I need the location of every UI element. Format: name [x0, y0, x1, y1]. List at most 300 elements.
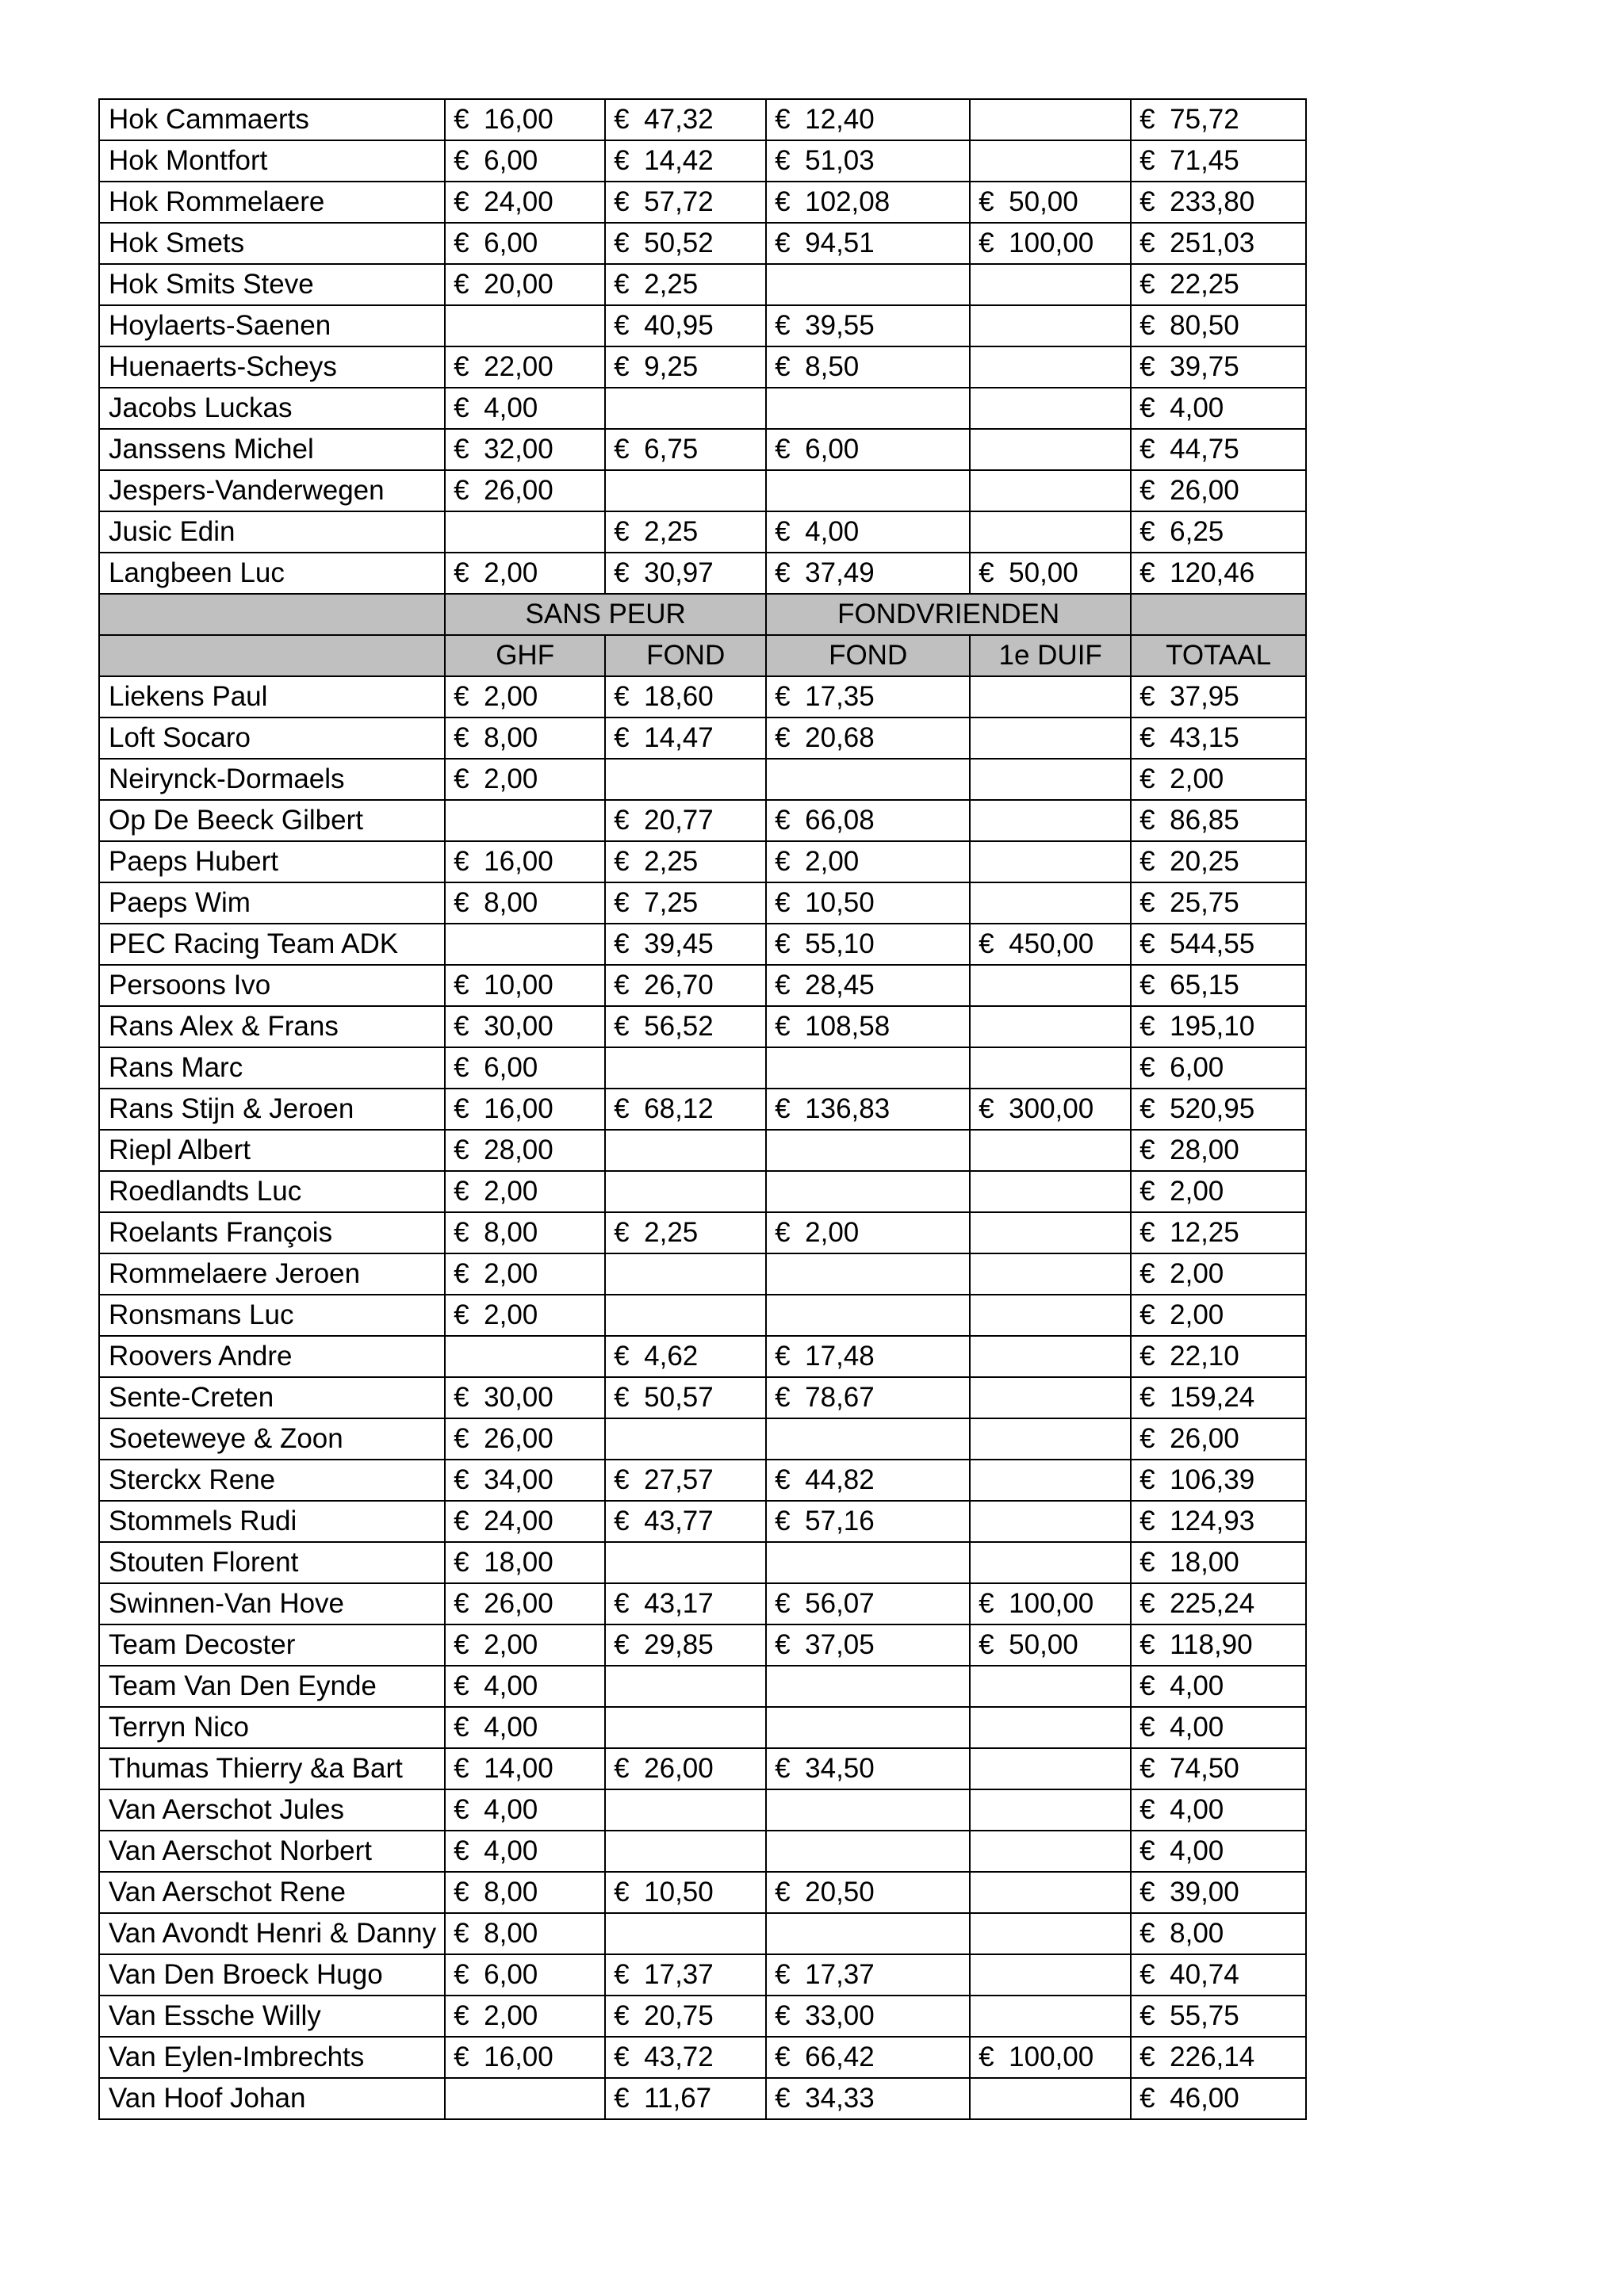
currency-symbol: € — [454, 1382, 469, 1413]
table-row — [99, 1748, 1306, 1789]
currency-symbol: € — [454, 228, 469, 258]
currency-symbol: € — [979, 228, 994, 258]
currency-symbol: € — [775, 2000, 791, 2031]
amount-value: 86,85 — [1170, 805, 1239, 836]
amount-cell — [970, 1624, 1131, 1666]
member-name: Hok Cammaerts — [99, 99, 445, 140]
table-row — [99, 1996, 1306, 2037]
amount-value: 16,00 — [484, 2042, 553, 2072]
currency-symbol: € — [1139, 1093, 1155, 1124]
amount-cell — [1131, 1707, 1306, 1748]
currency-symbol: € — [979, 1588, 994, 1619]
currency-symbol: € — [979, 557, 994, 588]
amount-cell — [766, 470, 970, 511]
amount-value: 74,50 — [1170, 1753, 1239, 1784]
amount-value: 4,00 — [1170, 1835, 1224, 1866]
currency-symbol: € — [775, 1217, 791, 1248]
amount-cell — [445, 882, 605, 924]
currency-symbol: € — [1139, 1423, 1155, 1454]
currency-symbol: € — [614, 805, 630, 836]
member-name: Terryn Nico — [99, 1707, 445, 1748]
table-row — [99, 965, 1306, 1006]
amount-value: 20,50 — [805, 1877, 875, 1908]
amount-cell — [445, 924, 605, 965]
amount-cell — [605, 346, 766, 388]
currency-symbol: € — [454, 1588, 469, 1619]
table-row — [99, 511, 1306, 553]
currency-symbol: € — [454, 1135, 469, 1165]
amount-cell — [766, 1831, 970, 1872]
amount-cell — [605, 429, 766, 470]
amount-cell — [766, 1789, 970, 1831]
amount-cell — [1131, 1624, 1306, 1666]
amount-value: 17,35 — [805, 681, 875, 712]
amount-cell — [970, 264, 1131, 305]
amount-cell — [605, 1047, 766, 1089]
amount-cell — [445, 1872, 605, 1913]
currency-symbol: € — [454, 1712, 469, 1743]
member-name: Ronsmans Luc — [99, 1295, 445, 1336]
amount-cell — [605, 1542, 766, 1583]
currency-symbol: € — [775, 1753, 791, 1784]
currency-symbol: € — [454, 1217, 469, 1248]
amount-value: 50,00 — [1009, 557, 1078, 588]
currency-symbol: € — [775, 1382, 791, 1413]
amount-cell — [970, 1295, 1131, 1336]
amount-cell — [445, 1913, 605, 1954]
currency-symbol: € — [454, 1464, 469, 1495]
amount-cell — [445, 1789, 605, 1831]
amount-cell — [970, 1171, 1131, 1212]
amount-value: 57,72 — [644, 186, 714, 217]
amount-cell — [970, 676, 1131, 718]
header-col-1: FOND — [605, 635, 766, 676]
amount-value: 8,00 — [484, 887, 538, 918]
member-name: Van Den Broeck Hugo — [99, 1954, 445, 1996]
amount-cell — [445, 1707, 605, 1748]
amount-cell — [1131, 1789, 1306, 1831]
amount-value: 544,55 — [1170, 928, 1255, 959]
member-name: Liekens Paul — [99, 676, 445, 718]
table-row — [99, 759, 1306, 800]
amount-cell — [970, 429, 1131, 470]
currency-symbol: € — [775, 228, 791, 258]
amount-cell — [445, 1583, 605, 1624]
header-col-3: 1e DUIF — [970, 635, 1131, 676]
amount-value: 26,00 — [484, 1423, 553, 1454]
amount-cell — [970, 800, 1131, 841]
amount-value: 43,15 — [1170, 722, 1239, 753]
amount-value: 6,00 — [805, 434, 860, 465]
amount-value: 56,52 — [644, 1011, 714, 1042]
amount-cell — [445, 1748, 605, 1789]
table-row — [99, 1542, 1306, 1583]
amount-value: 26,00 — [1170, 1423, 1239, 1454]
amount-value: 20,77 — [644, 805, 714, 836]
amount-value: 26,00 — [1170, 475, 1239, 506]
table-row — [99, 1377, 1306, 1418]
amount-value: 4,62 — [644, 1341, 699, 1372]
amount-value: 17,37 — [644, 1959, 714, 1990]
member-name: Persoons Ivo — [99, 965, 445, 1006]
amount-cell — [605, 99, 766, 140]
amount-cell — [445, 140, 605, 182]
amount-cell — [605, 1295, 766, 1336]
currency-symbol: € — [775, 516, 791, 547]
table-row — [99, 1913, 1306, 1954]
table-row — [99, 1624, 1306, 1666]
currency-symbol: € — [454, 1423, 469, 1454]
amount-cell — [970, 1996, 1131, 2037]
amount-cell — [605, 1418, 766, 1460]
amount-value: 43,77 — [644, 1506, 714, 1536]
amount-cell — [766, 140, 970, 182]
amount-cell — [1131, 1748, 1306, 1789]
amount-cell — [766, 1913, 970, 1954]
amount-cell — [1131, 140, 1306, 182]
amount-cell — [1131, 1583, 1306, 1624]
amount-value: 120,46 — [1170, 557, 1255, 588]
amount-value: 68,12 — [644, 1093, 714, 1124]
amount-value: 47,32 — [644, 104, 714, 135]
amount-cell — [605, 1831, 766, 1872]
currency-symbol: € — [454, 1176, 469, 1207]
header-group-sans-peur: SANS PEUR — [445, 594, 766, 635]
amount-cell — [1131, 2078, 1306, 2119]
amount-cell — [970, 1212, 1131, 1253]
currency-symbol: € — [614, 928, 630, 959]
amount-cell — [445, 388, 605, 429]
amount-cell — [970, 1253, 1131, 1295]
currency-symbol: € — [979, 186, 994, 217]
amount-value: 80,50 — [1170, 310, 1239, 341]
amount-value: 39,00 — [1170, 1877, 1239, 1908]
amount-cell — [766, 882, 970, 924]
amount-cell — [1131, 264, 1306, 305]
amount-cell — [970, 924, 1131, 965]
amount-value: 22,25 — [1170, 269, 1239, 300]
currency-symbol: € — [614, 104, 630, 135]
amount-cell — [445, 2078, 605, 2119]
amount-value: 51,03 — [805, 145, 875, 176]
results-table — [98, 98, 1307, 2120]
amount-value: 108,58 — [805, 1011, 891, 1042]
currency-symbol: € — [614, 557, 630, 588]
currency-symbol: € — [1139, 310, 1155, 341]
table-row — [99, 553, 1306, 594]
currency-symbol: € — [775, 1011, 791, 1042]
amount-value: 4,00 — [484, 1835, 538, 1866]
amount-cell — [605, 1006, 766, 1047]
amount-cell — [445, 553, 605, 594]
table-row — [99, 676, 1306, 718]
header-col-0: GHF — [445, 635, 605, 676]
amount-cell — [766, 718, 970, 759]
amount-cell — [445, 1089, 605, 1130]
amount-cell — [445, 1460, 605, 1501]
amount-cell — [970, 759, 1131, 800]
amount-value: 40,74 — [1170, 1959, 1239, 1990]
currency-symbol: € — [775, 434, 791, 465]
currency-symbol: € — [1139, 805, 1155, 836]
amount-cell — [970, 1913, 1131, 1954]
table-row — [99, 1954, 1306, 1996]
currency-symbol: € — [1139, 1877, 1155, 1908]
amount-cell — [1131, 1996, 1306, 2037]
table-row — [99, 1295, 1306, 1336]
amount-cell — [1131, 1006, 1306, 1047]
amount-value: 2,00 — [484, 681, 538, 712]
member-name: Van Aerschot Rene — [99, 1872, 445, 1913]
amount-cell — [445, 1212, 605, 1253]
currency-symbol: € — [1139, 228, 1155, 258]
amount-cell — [605, 1501, 766, 1542]
amount-cell — [970, 1501, 1131, 1542]
amount-cell — [766, 1336, 970, 1377]
amount-cell — [605, 1171, 766, 1212]
amount-cell — [445, 182, 605, 223]
amount-value: 10,50 — [805, 887, 875, 918]
currency-symbol: € — [775, 1629, 791, 1660]
currency-symbol: € — [454, 434, 469, 465]
amount-cell — [445, 1666, 605, 1707]
amount-cell — [605, 1253, 766, 1295]
amount-value: 26,00 — [644, 1753, 714, 1784]
currency-symbol: € — [1139, 1052, 1155, 1083]
amount-cell — [1131, 1872, 1306, 1913]
currency-symbol: € — [614, 145, 630, 176]
amount-value: 159,24 — [1170, 1382, 1255, 1413]
currency-symbol: € — [775, 1877, 791, 1908]
amount-value: 29,85 — [644, 1629, 714, 1660]
amount-cell — [1131, 1666, 1306, 1707]
amount-value: 50,00 — [1009, 186, 1078, 217]
currency-symbol: € — [454, 475, 469, 506]
currency-symbol: € — [614, 186, 630, 217]
member-name: Janssens Michel — [99, 429, 445, 470]
currency-symbol: € — [775, 1506, 791, 1536]
amount-cell — [605, 1583, 766, 1624]
amount-cell — [605, 470, 766, 511]
amount-cell — [445, 511, 605, 553]
currency-symbol: € — [614, 846, 630, 877]
currency-symbol: € — [1139, 1588, 1155, 1619]
currency-symbol: € — [1139, 1011, 1155, 1042]
amount-cell — [970, 965, 1131, 1006]
amount-cell — [766, 99, 970, 140]
amount-value: 520,95 — [1170, 1093, 1255, 1124]
amount-value: 14,00 — [484, 1753, 553, 1784]
amount-value: 118,90 — [1170, 1629, 1253, 1660]
table-row — [99, 1171, 1306, 1212]
member-name: Swinnen-Van Hove — [99, 1583, 445, 1624]
amount-cell — [766, 2037, 970, 2078]
amount-value: 43,17 — [644, 1588, 714, 1619]
amount-value: 300,00 — [1009, 1093, 1094, 1124]
amount-value: 2,00 — [484, 1176, 538, 1207]
amount-value: 37,95 — [1170, 681, 1239, 712]
amount-cell — [445, 1542, 605, 1583]
currency-symbol: € — [1139, 887, 1155, 918]
amount-value: 18,00 — [1170, 1547, 1239, 1578]
amount-cell — [445, 676, 605, 718]
table-row — [99, 1872, 1306, 1913]
currency-symbol: € — [454, 763, 469, 794]
table-row — [99, 388, 1306, 429]
currency-symbol: € — [454, 269, 469, 300]
amount-cell — [766, 511, 970, 553]
member-name: Van Essche Willy — [99, 1996, 445, 2037]
table-row — [99, 305, 1306, 346]
currency-symbol: € — [614, 681, 630, 712]
amount-value: 78,67 — [805, 1382, 875, 1413]
member-name: Thumas Thierry &a Bart — [99, 1748, 445, 1789]
member-name: Hok Smets — [99, 223, 445, 264]
currency-symbol: € — [775, 104, 791, 135]
amount-value: 100,00 — [1009, 2042, 1094, 2072]
member-name: Van Aerschot Jules — [99, 1789, 445, 1831]
amount-cell — [766, 1295, 970, 1336]
amount-cell — [766, 965, 970, 1006]
amount-cell — [1131, 99, 1306, 140]
amount-value: 18,00 — [484, 1547, 553, 1578]
currency-symbol: € — [1139, 186, 1155, 217]
amount-cell — [1131, 223, 1306, 264]
member-name: Sente-Creten — [99, 1377, 445, 1418]
currency-symbol: € — [614, 1382, 630, 1413]
currency-symbol: € — [1139, 1712, 1155, 1743]
amount-cell — [1131, 1089, 1306, 1130]
amount-value: 8,00 — [1170, 1918, 1224, 1949]
amount-cell — [1131, 1542, 1306, 1583]
amount-cell — [970, 1666, 1131, 1707]
currency-symbol: € — [614, 1753, 630, 1784]
amount-cell — [970, 1460, 1131, 1501]
currency-symbol: € — [614, 1506, 630, 1536]
amount-cell — [605, 841, 766, 882]
amount-value: 94,51 — [805, 228, 875, 258]
currency-symbol: € — [1139, 681, 1155, 712]
currency-symbol: € — [775, 846, 791, 877]
amount-cell — [766, 1954, 970, 1996]
amount-cell — [970, 841, 1131, 882]
amount-cell — [445, 1996, 605, 2037]
amount-value: 55,10 — [805, 928, 875, 959]
member-name: Jacobs Luckas — [99, 388, 445, 429]
currency-symbol: € — [775, 145, 791, 176]
table-row — [99, 1212, 1306, 1253]
table-row — [99, 1460, 1306, 1501]
amount-cell — [1131, 882, 1306, 924]
amount-cell — [970, 2078, 1131, 2119]
amount-cell — [1131, 718, 1306, 759]
amount-value: 17,37 — [805, 1959, 875, 1990]
amount-value: 100,00 — [1009, 228, 1094, 258]
amount-cell — [1131, 924, 1306, 965]
amount-cell — [1131, 1253, 1306, 1295]
amount-value: 32,00 — [484, 434, 553, 465]
member-name: Rans Alex & Frans — [99, 1006, 445, 1047]
amount-cell — [766, 1006, 970, 1047]
member-name: Langbeen Luc — [99, 553, 445, 594]
currency-symbol: € — [1139, 104, 1155, 135]
amount-value: 6,00 — [1170, 1052, 1224, 1083]
currency-symbol: € — [1139, 434, 1155, 465]
currency-symbol: € — [775, 2042, 791, 2072]
amount-value: 195,10 — [1170, 1011, 1255, 1042]
table-row — [99, 99, 1306, 140]
table-row — [99, 1089, 1306, 1130]
amount-cell — [605, 1130, 766, 1171]
amount-cell — [766, 841, 970, 882]
member-name: PEC Racing Team ADK — [99, 924, 445, 965]
amount-cell — [605, 1789, 766, 1831]
amount-cell — [1131, 1460, 1306, 1501]
currency-symbol: € — [1139, 1341, 1155, 1372]
table-row — [99, 346, 1306, 388]
table-row — [99, 882, 1306, 924]
amount-cell — [766, 1542, 970, 1583]
amount-value: 4,00 — [484, 1794, 538, 1825]
member-name: Hok Rommelaere — [99, 182, 445, 223]
amount-cell — [970, 1831, 1131, 1872]
amount-cell — [1131, 1295, 1306, 1336]
amount-cell — [445, 965, 605, 1006]
amount-value: 30,00 — [484, 1011, 553, 1042]
currency-symbol: € — [1139, 928, 1155, 959]
amount-cell — [605, 305, 766, 346]
currency-symbol: € — [454, 1918, 469, 1949]
amount-cell — [1131, 182, 1306, 223]
amount-cell — [970, 1006, 1131, 1047]
amount-value: 30,97 — [644, 557, 714, 588]
currency-symbol: € — [775, 1464, 791, 1495]
amount-value: 66,08 — [805, 805, 875, 836]
currency-symbol: € — [1139, 1670, 1155, 1701]
currency-symbol: € — [614, 970, 630, 1001]
amount-cell — [605, 553, 766, 594]
member-name: Van Eylen-Imbrechts — [99, 2037, 445, 2078]
amount-value: 2,00 — [1170, 1176, 1224, 1207]
currency-symbol: € — [1139, 392, 1155, 423]
amount-value: 20,68 — [805, 722, 875, 753]
member-name: Roelants François — [99, 1212, 445, 1253]
amount-cell — [1131, 1212, 1306, 1253]
amount-value: 2,00 — [805, 846, 860, 877]
header-empty-cell — [99, 635, 445, 676]
amount-cell — [1131, 346, 1306, 388]
amount-value: 50,57 — [644, 1382, 714, 1413]
amount-cell — [445, 1418, 605, 1460]
amount-value: 102,08 — [805, 186, 891, 217]
amount-value: 20,75 — [644, 2000, 714, 2031]
member-name: Rans Marc — [99, 1047, 445, 1089]
amount-cell — [605, 2078, 766, 2119]
amount-value: 2,00 — [1170, 763, 1224, 794]
table-row — [99, 182, 1306, 223]
amount-cell — [970, 1789, 1131, 1831]
currency-symbol: € — [1139, 970, 1155, 1001]
amount-cell — [766, 264, 970, 305]
currency-symbol: € — [1139, 475, 1155, 506]
currency-symbol: € — [614, 1629, 630, 1660]
amount-cell — [445, 1336, 605, 1377]
currency-symbol: € — [1139, 516, 1155, 547]
currency-symbol: € — [1139, 763, 1155, 794]
amount-value: 14,42 — [644, 145, 714, 176]
table-row — [99, 1831, 1306, 1872]
table-row — [99, 470, 1306, 511]
